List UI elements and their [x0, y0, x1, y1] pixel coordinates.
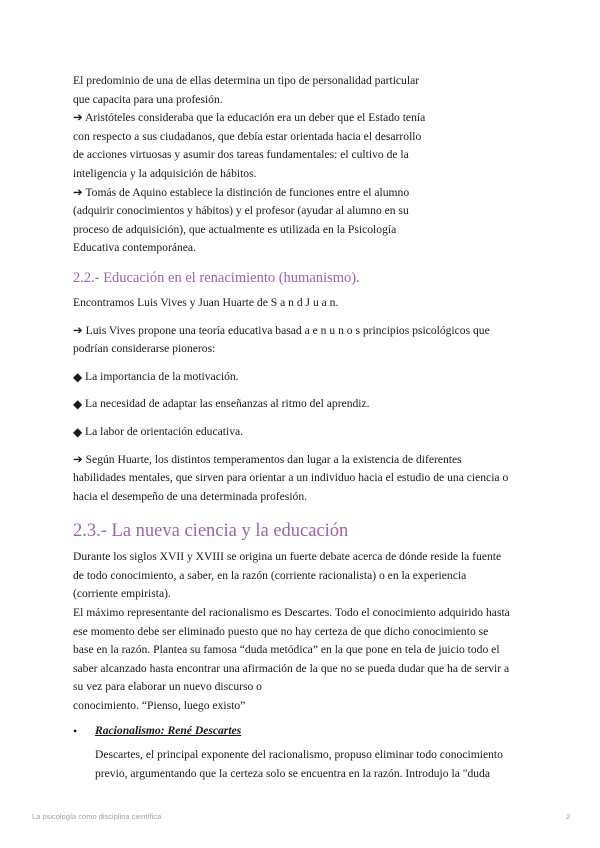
text-line: de acciones virtuosas y asumir dos tareas fundamentales: el cultivo de la — [73, 148, 409, 162]
diamond-bullet-icon: ◆ — [73, 397, 83, 412]
text-line: inteligencia y la adquisición de hábitos. — [73, 166, 257, 180]
list-item — [73, 722, 533, 741]
text-line: (adquirir conocimientos y hábitos) y el profesor (ayudar al alumno en su — [73, 204, 409, 218]
text-line: ese momento debe ser eliminado puesto que no hay certeza de que dicho conocimiento se — [73, 624, 489, 638]
section-intro: Encontramos Luis Vives y Juan Huarte de S a n d J u a n. — [73, 295, 339, 309]
text-line: ➔ Según Huarte, los distintos temperamentos dan lugar a la existencia de diferentes — [73, 452, 462, 466]
list-item — [73, 368, 533, 387]
list-item-title: Racionalismo: René Descartes — [95, 723, 242, 737]
text-line: ➔ Luis Vives propone una teoría educativa basad a e n u n o s principios psicológicos que — [73, 323, 490, 337]
text-line: su vez para elaborar un nuevo discurso o — [73, 680, 262, 694]
text-line: ➔ Tomás de Aquino establece la distinción de funciones entre el alumno — [73, 185, 410, 199]
page-content — [73, 72, 533, 783]
text-line: conocimiento. “Pienso, luego existo” — [73, 699, 246, 713]
diamond-bullet-icon: ◆ — [73, 424, 83, 439]
list-item-text: La importancia de la motivación. — [85, 369, 239, 383]
text-line: base en la razón. Plantea su famosa “duda metódica” en la que pone en tela de juicio todo el — [73, 643, 500, 657]
list-item-text: La necesidad de adaptar las enseñanzas al ritmo del aprendiz. — [85, 397, 370, 411]
text-line: El máximo representante del racionalismo es Descartes. Todo el conocimiento adquirido hasta — [73, 606, 510, 620]
text-line: habilidades mentales, que sirven para orientar a un individuo hacia el estudio de una ciencia o — [73, 471, 509, 485]
bullet-icon: • — [73, 723, 78, 738]
section-heading-2-3: 2.3.- La nueva ciencia y la educación — [73, 521, 349, 542]
section-paragraph — [73, 548, 533, 715]
text-line: El predominio de una de ellas determina un tipo de personalidad particular — [73, 74, 420, 87]
text-line: saber alcanzado hasta encontrar una afirmación de la que no se pueda dudar que ha de servir a — [73, 661, 510, 675]
text-line: Descartes, el principal exponente del racionalismo, propuso eliminar todo conocimiento — [95, 748, 503, 762]
text-line: proceso de adquisición), que actualmente es utilizada en la Psicología — [73, 222, 397, 236]
list-item-text: La labor de orientación educativa. — [85, 424, 244, 438]
text-line: Educativa contemporánea. — [73, 241, 196, 255]
page-number: 2 — [566, 812, 571, 821]
list-item-body — [73, 746, 533, 783]
text-line: podrían considerarse pioneros: — [73, 342, 216, 356]
footer-title: La psicología como disciplina científica — [32, 812, 162, 821]
section-heading-2-2: 2.2.- Educación en el renacimiento (humanismo). — [73, 269, 360, 286]
intro-paragraph — [73, 72, 533, 258]
text-line: que capacita para una profesión. — [73, 92, 223, 106]
list-item — [73, 395, 533, 414]
list-item — [73, 423, 533, 442]
text-line: de todo conocimiento, a saber, en la razón (corriente racionalista) o en la experiencia — [73, 568, 467, 582]
text-line: previo, argumentando que la certeza solo se encuentra en la razón. Introdujo la "duda — [95, 766, 491, 780]
text-line: hacia el desempeño de una determinada profesión. — [73, 489, 308, 503]
diamond-bullet-icon: ◆ — [73, 369, 83, 384]
text-line: ➔ Aristóteles consideraba que la educación era un deber que el Estado tenía — [73, 111, 426, 125]
text-line: Durante los siglos XVII y XVIII se origina un fuerte debate acerca de dónde reside la fuente — [73, 550, 502, 564]
text-line: (corriente empirista). — [73, 587, 171, 601]
text-line: con respecto a sus ciudadanos, que debía estar orientada hacia el desarrollo — [73, 129, 422, 143]
